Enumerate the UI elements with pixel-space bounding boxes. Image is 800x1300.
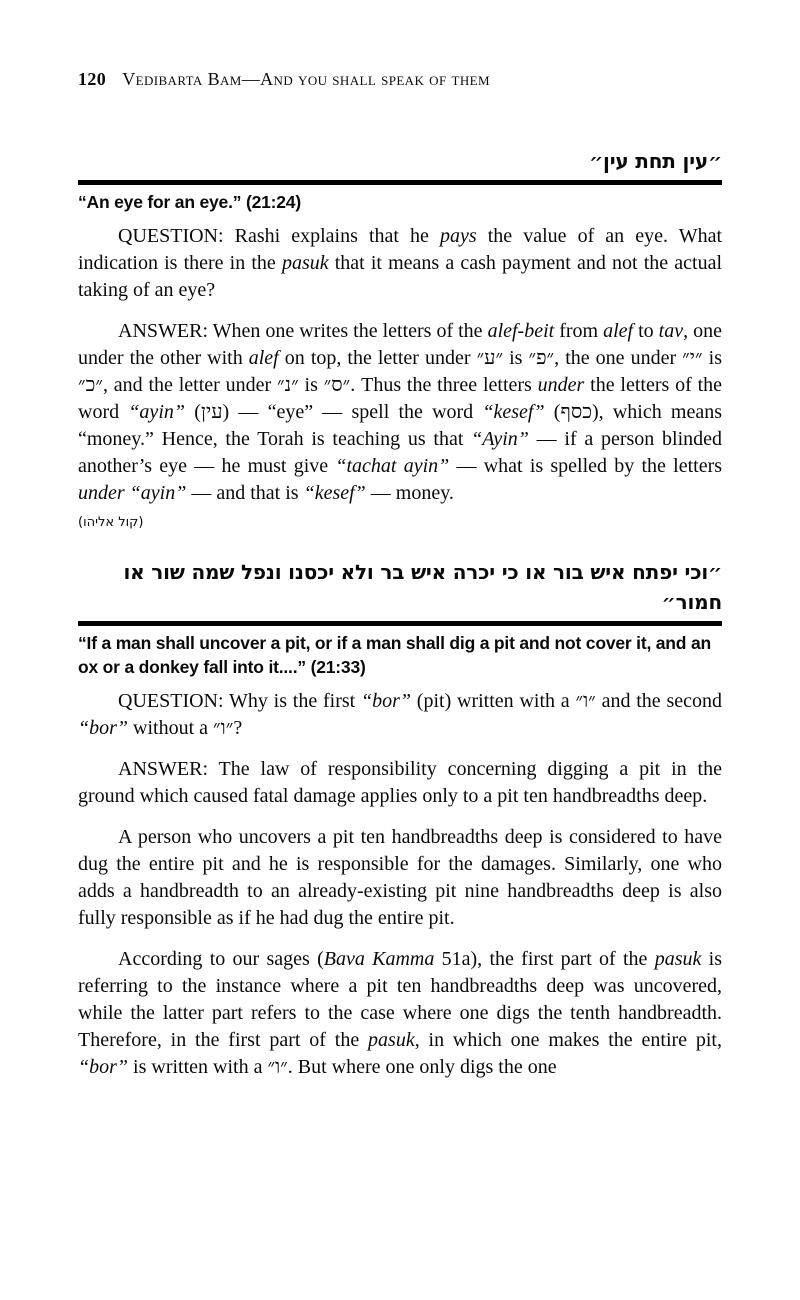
answer-paragraph: A person who uncovers a pit ten handbreadths deep is considered to have dug the entire pit and he is responsible for the damages. Similarly, one who adds a handbreadth to an already-existing pit nine handbreadths deep is also fully responsible as if he had dug the entire pit. <box>78 825 722 929</box>
hebrew-verse-heading: ״וכי יפתח איש בור או כי יכרה איש בר ולא יכסנו ונפל שמה שור או חמור״ <box>123 559 722 614</box>
question-paragraph: QUESTION: Why is the first “bor” (pit) written with a ״ו״ and the second “bor” without a ״ו״? <box>78 689 722 739</box>
page-header <box>78 70 722 90</box>
section-divider-rule <box>78 621 722 626</box>
answer-paragraph: ANSWER: When one writes the letters of the alef-beit from alef to tav, one under the other with alef on top, the letter under ״ע״ is ״פ״, the one under ״י״ is ״כ״, and the letter under ״נ״ is ״ס״. Thus the three letters under the letters of the word “ayin” (עין) — “eye” — spell the word “kesef” (כסף), which means “money.” Hence, the Torah is teaching us that “Ayin” — if a person blinded another’s eye — he must give “tachat ayin” — what is spelled by the letters under “ayin” — and that is “kesef” — money. <box>78 319 723 504</box>
running-title: Vedibarta Bam—And you shall speak of them <box>122 69 490 89</box>
english-verse-heading: “An eye for an eye.” (21:24) <box>78 191 301 212</box>
answer-paragraph: According to our sages (Bava Kamma 51a), the first part of the pasuk is referring to the instance where a pit ten handbreadths deep was uncovered, while the latter part refers to the case where one digs the tenth handbreadth. Therefore, in the first part of the pasuk, in which one makes the entire pit, “bor” is written with a ״ו״. But where one only digs the one <box>78 947 722 1078</box>
section-pit <box>78 557 722 1081</box>
page-number: 120 <box>78 69 107 89</box>
source-attribution: (קול אליהו) <box>78 514 144 530</box>
english-verse-heading: “If a man shall uncover a pit, or if a man shall dig a pit and not cover it, and an ox or a donkey fall into it....” (21:33) <box>78 632 711 677</box>
question-paragraph: QUESTION: Rashi explains that he pays the value of an eye. What indication is there in the pasuk that it means a cash payment and not the actual taking of an eye? <box>78 224 723 301</box>
section-eye-for-eye <box>78 146 722 531</box>
hebrew-verse-heading: ״עין תחת עין״ <box>589 148 722 173</box>
section-divider-rule <box>78 180 722 185</box>
answer-paragraph: ANSWER: The law of responsibility concerning digging a pit in the ground which caused fatal damage applies only to a pit ten handbreadths deep. <box>78 757 722 807</box>
